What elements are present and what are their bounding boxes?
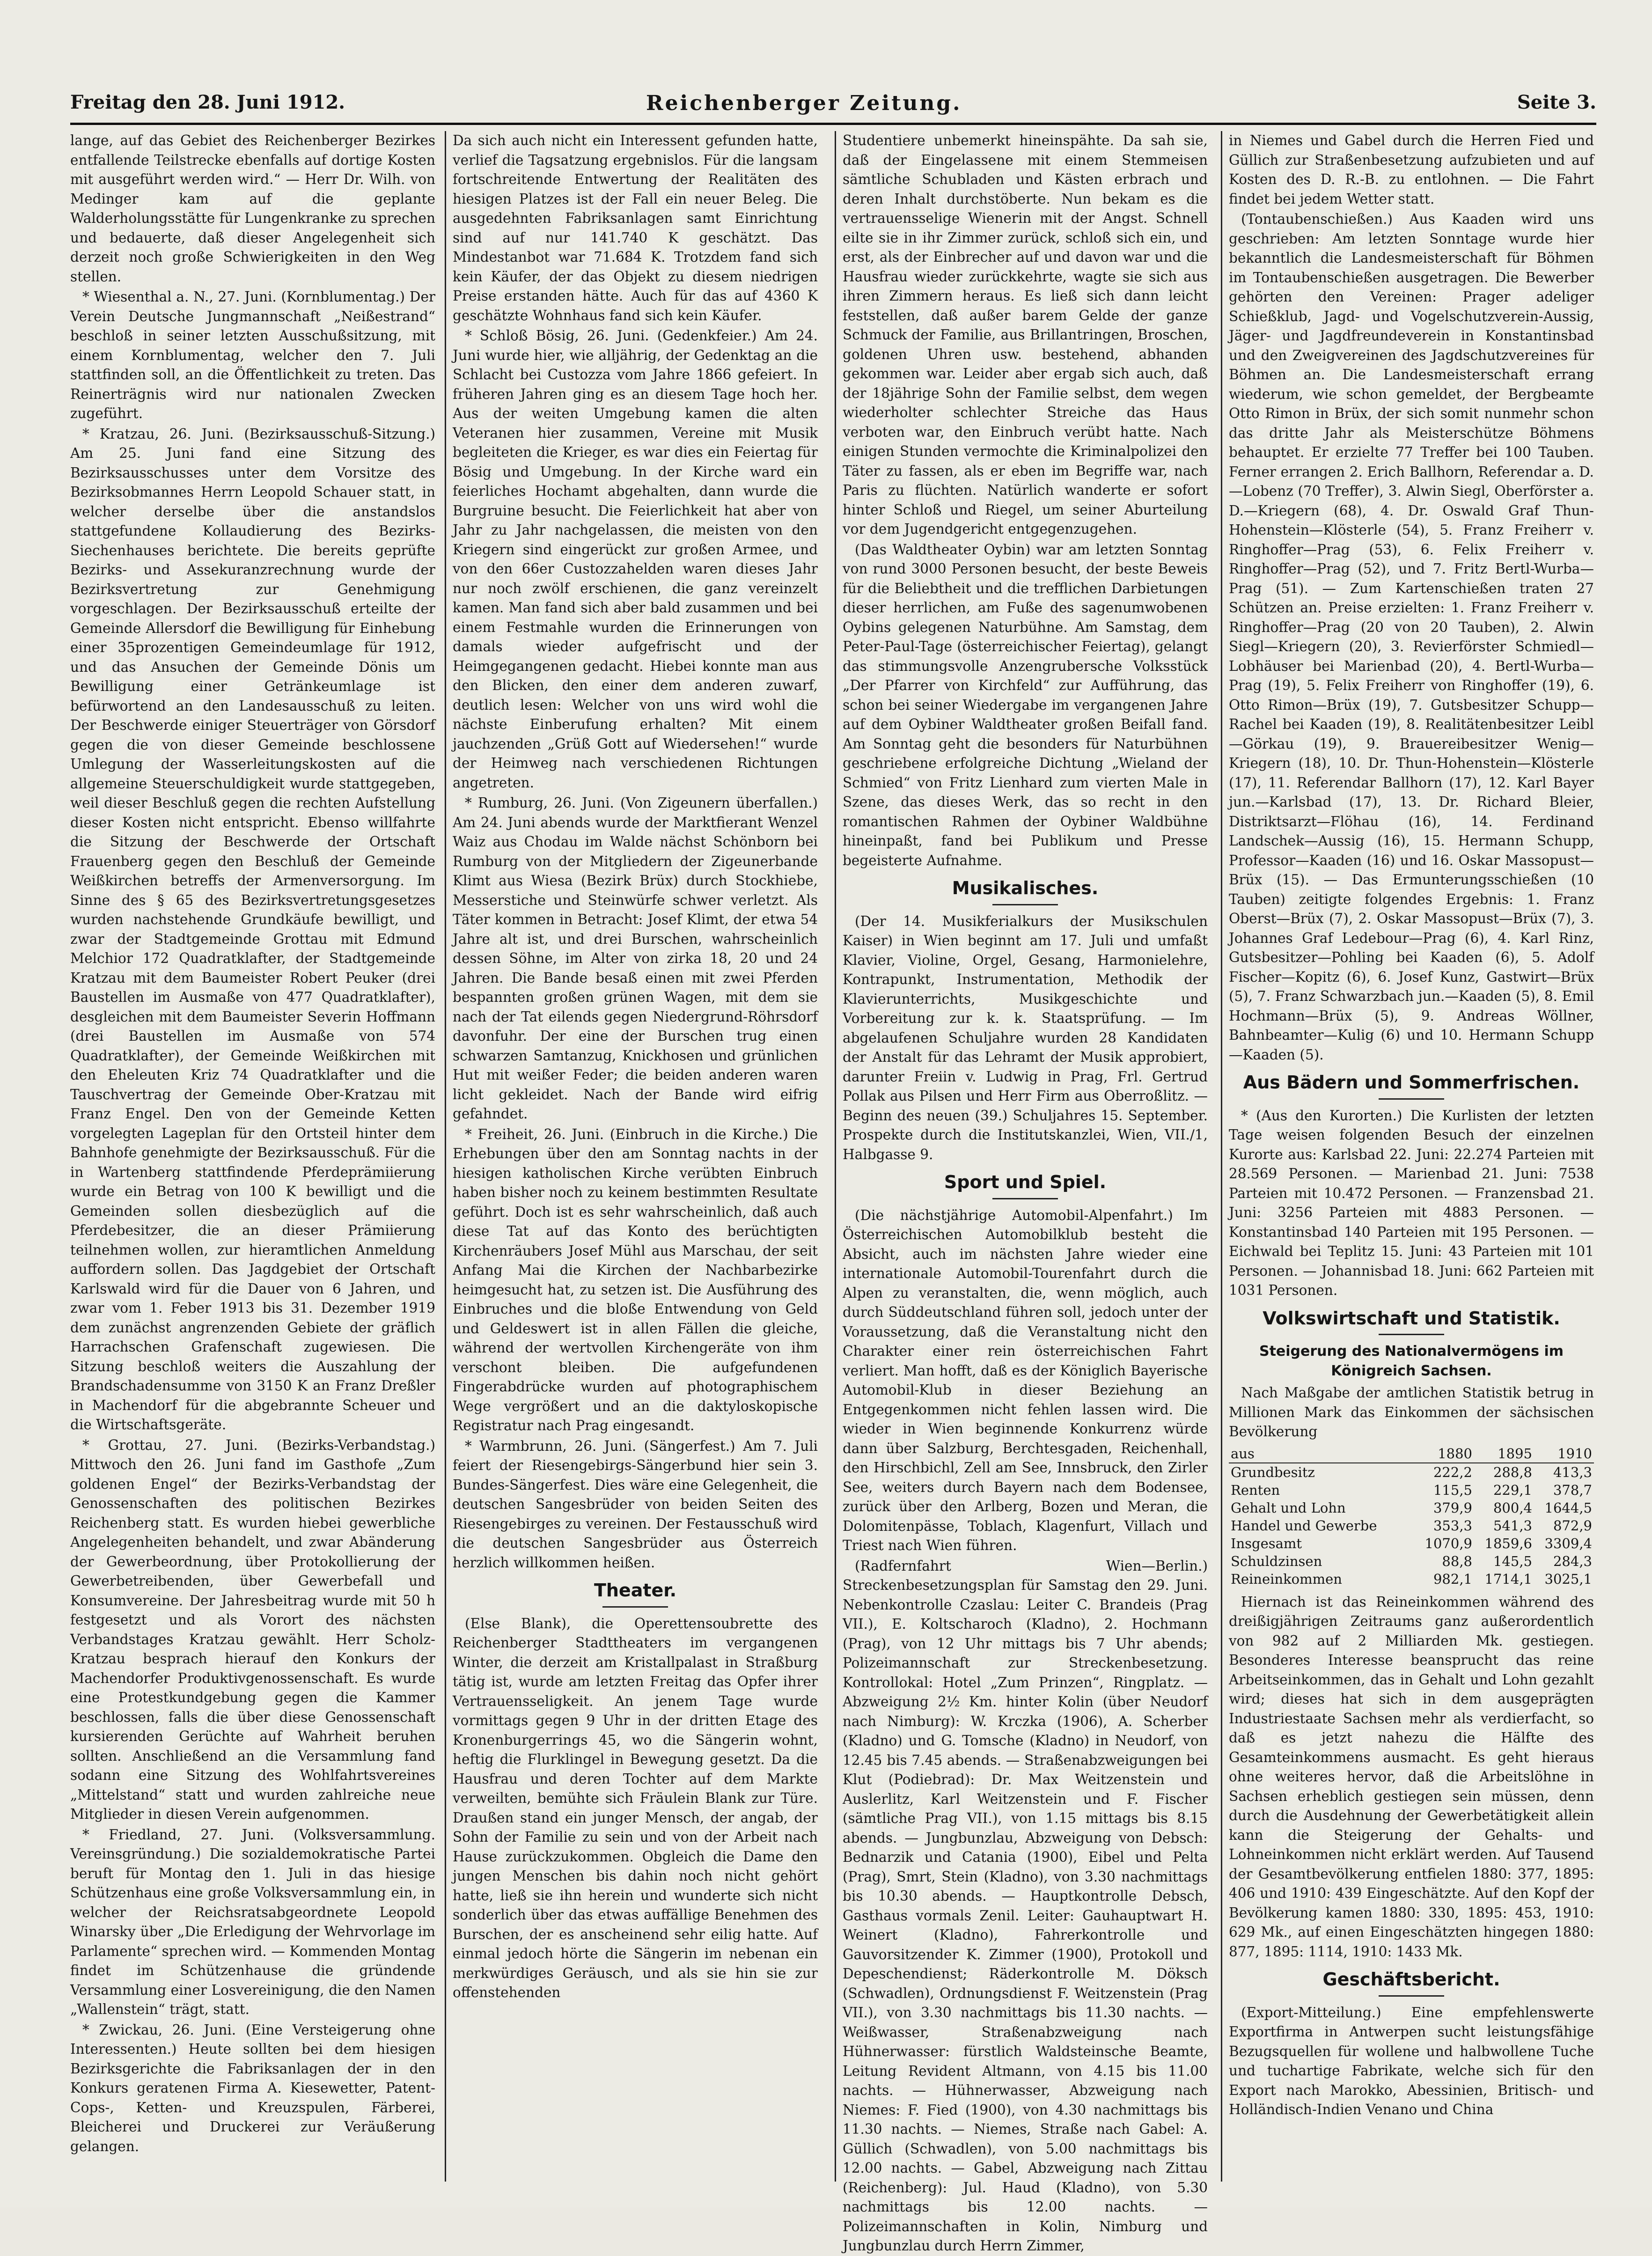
table-cell: Gehalt und Lohn — [1231, 1499, 1346, 1516]
table-cell: 800,4 — [1493, 1499, 1532, 1516]
article-paragraph: * Kratzau, 26. Juni. (Bezirksausschuß-Sitzung.) Am 25. Juni fand eine Sitzung des Bezirksausschusses unter dem Vorsitze des Bezirksobmannes Herrn Leopold Schauer statt, in welcher derselbe über die anstandslos stattgefundene Kollaudierung des Bezirks-Siechenhauses berichtete. Die bereits geprüfte Bezirks- und Assekuranzrechnung wurde der Bezirksvertretung zur Genehmigung vorgeschlagen. Der Bezirksausschuß erteilte der Gemeinde Allersdorf die Bewilligung für Einhebung einer 35prozentigen Gemeindeumlage für 1912, und das Ansuchen der Gemeinde Dönis um Bewilligung einer Getränkeumlage ist befürwortend an den Landesausschuß zu leiten. Der Beschwerde einiger Steuerträger von Görsdorf gegen die von dieser Gemeinde beschlossene Umlegung der Wasserleitungskosten auf die allgemeine Steuerschuldigkeit wurde stattgegeben, weil dieser Beschluß gegen die rechten Aufstellung dieser Kosten nicht entspricht. Ebenso willfahrte die Sitzung der Beschwerde der Ortschaft Frauenberg gegen den Beschluß der Gemeinde Weißkirchen betreffs der Armenversorgung. Im Sinne des § 65 des Bezirksvertretungsgesetzes wurden nachstehende Grundkäufe bewilligt, und zwar der Stadtgemeinde Grottau mit Edmund Melchior 172 Quadratklafter, der Stadtgemeinde Kratzau mit dem Baumeister Robert Peuker (drei Baustellen im Ausmaße von 477 Quadratklafter), desgleichen mit dem Baumeister Severin Hoffmann (drei Baustellen im Ausmaße von 574 Quadratklafter), der Gemeinde Weißkirchen mit den Eheleuten Kriz 74 Quadratklafter und die Tauschvertrag der Gemeinde Ober-Kratzau mit Franz Engel. Den von der Gemeinde Ketten vorgelegten Lageplan für den Ortsteil hinter dem Bahnhofe genehmigte der Bezirksausschuß. Für die in Wartenberg stattfindende Pferdeprämiierung wurde ein Betrag von 100 K bewilligt und die Gemeinden sollen diesbezüglich auf die Pferdebesitzer, die an dieser Prämiierung teilnehmen wollen, zur hieramtlichen Anmeldung auffordern sollen. Das Jagdgebiet der Ortschaft Karlswald wird für die Dauer von 6 Jahren, und zwar vom 1. Feber 1913 bis 31. Dezember 1919 dem zunächst angrenzenden Gebiete der gräflich Harrachschen Grafenschaft zugewiesen. Die Sitzung beschloß weiters die Auszahlung der Brandschadensumme von 3150 K an Franz Dreßler in Machendorf für die abgebrannte Scheuer und die Wirtschaftsgeräte. — [70, 426, 435, 1433]
table-cell: 541,3 — [1493, 1517, 1532, 1534]
table-row — [1229, 1535, 1594, 1552]
table-header-cell: 1910 — [1534, 1445, 1594, 1463]
table-cell: Handel und Gewerbe — [1231, 1517, 1377, 1534]
header-page-number: Seite 3. — [1517, 91, 1596, 113]
article-paragraph: (Der 14. Musikferialkurs der Musikschulen Kaiser) in Wien beginnt am 17. Juli und umfaßt Klavier, Violine, Orgel, Gesang, Harmonielehre, Kontrapunkt, Instrumentation, Methodik der Klavierunterrichts, Musikgeschichte und Vorbereitung zur k. k. Staatsprüfung. — Im abgelaufenen Schuljahre wurden 28 Kandidaten der Anstalt für das Lehramt der Musik approbiert, darunter Freiin v. Ludwig in Prag, Frl. Gertrud Pollak aus Pilsen und Herr Firm aus Oberroßlitz. — Beginn des neuen (39.) Schuljahres 15. September. Prospekte durch die Institutskanzlei, Wien, VII./1, Halbgasse 9. — [843, 913, 1208, 1162]
table-cell: Insgesamt — [1231, 1535, 1302, 1551]
article-paragraph: * Warmbrunn, 26. Juni. (Sängerfest.) Am 7. Juli feiert der Riesengebirgs-Sängerbund hier sein 3. Bundes-Sängerfest. Dies wäre eine Gelegenheit, die deutschen Sangesbrüder von beiden Seiten des Riesengebirges zu vereinen. Der Festausschuß wird die deutschen Sangesbrüder aus Österreich herzlich willkommen heißen. — [453, 1438, 818, 1571]
section-heading-theater: Theater. — [594, 1580, 677, 1601]
table-cell: Grundbesitz — [1231, 1464, 1315, 1480]
article-paragraph: (Das Waldtheater Oybin) war am letzten Sonntag von rund 3000 Personen besucht, der beste Beweis für die Beliebtheit und die trefflichen Darbietungen dieser herrlichen, am Fuße des sagenumwobenen Oybins gelegenen Naturbühne. Am Samstag, dem Peter-Paul-Tage (österreichischer Feiertag), gelangt das stimmungsvolle Anzengrubersche Volksstück „Der Pfarrer von Kirchfeld“ zur Aufführung, das schon bei seiner Wiedergabe im vergangenen Jahre auf dem Oybiner Waldtheater großen Beifall fand. Am Sonntag geht die besonders für Naturbühnen geschriebene erfolgreiche Dichtung „Wieland der Schmied“ von Fritz Lienhard zum vierten Male in Szene, das dieses Werk, das so recht in den romantischen Rahmen der Oybiner Waldbühne hineinpaßt, fand bei Publikum und Presse begeisterte Aufnahme. — [843, 541, 1208, 868]
table-cell: 288,8 — [1493, 1464, 1532, 1480]
section-rule — [602, 1606, 668, 1608]
table-cell: Renten — [1231, 1482, 1280, 1498]
table-cell: 3309,4 — [1544, 1535, 1592, 1551]
header-rule — [70, 123, 1596, 125]
table-row — [1229, 1463, 1594, 1481]
table-row — [1229, 1552, 1594, 1570]
table-header-cell: 1880 — [1414, 1445, 1474, 1463]
article-paragraph: * (Aus den Kurorten.) Die Kurlisten der letzten Tage weisen folgenden Besuch der einzelnen Kurorte aus: Karlsbad 22. Juni: 22.274 Parteien mit 28.569 Personen. — Marienbad 21. Juni: 7538 Parteien mit 10.472 Personen. — Franzensbad 21. Juni: 3256 Parteien mit 4883 Personen. — Konstantinsbad 140 Parteien mit 195 Personen. — Eichwald bei Teplitz 15. Juni: 43 Parteien mit 101 Personen. — Johannisbad 18. Juni: 662 Parteien mit 1031 Personen. — [1229, 1107, 1594, 1298]
article-paragraph: (Die nächstjährige Automobil-Alpenfahrt.) Im Österreichischen Automobilklub besteht die Absicht, auch im nächsten Jahre wieder eine internationale Automobil-Tourenfahrt durch die Alpen zu veranstalten, die, wenn möglich, auch durch Süddeutschland führen soll, jedoch unter der Voraussetzung, daß die Veranstaltung nicht den Charakter einer rein österreichischen Fahrt verliert. Man hofft, daß es der Königlich Bayerische Automobil-Klub in dieser Beziehung an Entgegenkommen nicht fehlen lassen wird. Die wieder in Wien beginnende Konkurrenz würde dann über Salzburg, Berchtesgaden, Reichenhall, den Hirschbichl, Zell am See, Innsbruck, den Zirler See, weiters durch Bayern nach dem Bodensee, zurück über den Arlberg, Bozen und Meran, die Dolomitenpässe, Toblach, Klagenfurt, Villach und Triest nach Wien führen. — [843, 1207, 1208, 1553]
article-paragraph: * Wiesenthal a. N., 27. Juni. (Kornblumentag.) Der Verein Deutsche Jungmannschaft „Neißestrand“ beschloß in seiner letzten Ausschußsitzung, mit einem Kornblumentag, welcher den 7. Juli stattfinden soll, an die Öffentlichkeit zu treten. Das Reinerträgnis wird nur nationalen Zwecken zugeführt. — [70, 289, 435, 421]
article-paragraph: (Else Blank), die Operettensoubrette des Reichenberger Stadttheaters im vergangenen Winter, die derzeit am Kristallpalast in Straßburg tätig ist, wurde am letzten Freitag das Opfer ihrer Vertrauensseligkeit. An jenem Tage wurde vormittags gegen 9 Uhr in der dritten Etage des Kronenburgerrings 45, wo die Sängerin wohnt, heftig die Flurklingel in Bewegung gesetzt. Da die Hausfrau und deren Tochter auf dem Markte verweilten, bemühte sich Fräulein Blank zur Türe. Draußen stand ein junger Mensch, der angab, der Sohn der Familie zu sein und von der Arbeit nach Hause zurückzukommen. Obgleich die Dame den jungen Menschen bis dahin noch nicht gehört hatte, ließ sie ihn herein und wunderte sich nicht sonderlich über das etwas auffällige Benehmen des Burschen, der es anscheinend sehr eilig hatte. Auf einmal jedoch hörte die Sängerin im nebenan ein merkwürdiges Geräusch, und als sie hin sie zur offenstehenden — [453, 1615, 818, 2000]
table-cell: 1714,1 — [1484, 1571, 1532, 1587]
section-rule — [1379, 1334, 1444, 1335]
table-row — [1229, 1499, 1594, 1517]
article-paragraph: (Export-Mitteilung.) Eine empfehlenswerte Exportfirma in Antwerpen sucht leistungsfähige Bezugsquellen für wollene und halbwollene Tuche und tuchartige Fabrikate, welche sich für den Export nach Marokko, Abessinien, Britisch- und Holländisch-Indien Venano und China — [1229, 2004, 1594, 2117]
section-rule — [1379, 1995, 1444, 1997]
table-cell: 1070,9 — [1424, 1535, 1472, 1551]
table-cell: 378,7 — [1553, 1482, 1592, 1498]
section-rule — [992, 904, 1058, 905]
article-paragraph: * Friedland, 27. Juni. (Volksversammlung. Vereinsgründung.) Die sozialdemokratische Partei beruft für Montag den 1. Juli in das hiesige Schützenhaus eine große Volksversammlung ein, in welcher der Reichsratsabgeordnete Leopold Winarsky über „Die Erledigung der Wehrvorlage im Parlamente“ sprechen wird. — Kommenden Montag findet im Schützenhause die gründende Versammlung einer Losvereinigung, die den Namen „Wallenstein“ trägt, statt. — [70, 1826, 435, 2017]
table-cell: 229,1 — [1493, 1482, 1532, 1498]
table-cell: 353,3 — [1433, 1517, 1472, 1534]
table-row — [1229, 1481, 1594, 1499]
article-paragraph: * Schloß Bösig, 26. Juni. (Gedenkfeier.) Am 24. Juni wurde hier, wie alljährig, der Gedenktag an die Schlacht bei Custozza vom Jahre 1866 gefeiert. In früheren Jahren ging es an diesem Tage hoch her. Aus der weiten Umgebung kamen die alten Veteranen hier zusammen, Vereine mit Musik begleiteten die Krieger, es war dies ein Feiertag für Bösig und Umgebung. In der Kirche ward ein feierliches Hochamt abgehalten, dann wurde die Burgruine besucht. Die Feierlichkeit hat aber von Jahr zu Jahr nachgelassen, die meisten von den Kriegern sind eingerückt zur großen Armee, und von den 66er Custozzahelden waren dieses Jahr nur noch zwölf erschienen, die ganz vereinzelt kamen. Man fand sich aber bald zusammen und bei einem Festmahle wurden die Erinnerungen von damals wieder aufgefrischt und der Heimgegangenen gedacht. Hiebei konnte man aus den Blicken, den einer dem anderen zuwarf, deutlich lesen: Welcher von uns wird wohl die nächste Einberufung erhalten? Mit einem jauchzenden „Grüß Gott auf Wiedersehen!“ wurde der Heimweg nach verschiedenen Richtungen angetreten. — [453, 328, 818, 791]
table-row — [1229, 1570, 1594, 1588]
section-heading-music: Musikalisches. — [952, 878, 1099, 898]
page-header — [70, 91, 1596, 124]
column-4 — [1229, 131, 1594, 2182]
column-2 — [453, 131, 818, 2182]
table-cell: 379,9 — [1433, 1499, 1472, 1516]
table-cell: 222,2 — [1433, 1464, 1472, 1480]
table-cell: 1644,5 — [1544, 1499, 1592, 1516]
article-paragraph: lange, auf das Gebiet des Reichenberger Bezirkes entfallende Teilstrecke ebenfalls auf dortige Kosten mit ausgeführt werden wird.“ — Herr Dr. Wilh. von Medinger kam auf die geplante Walderholungsstätte für Lungenkranke zu sprechen und bedauerte, daß dieser Angelegenheit sich derzeit noch große Schwierigkeiten in den Weg stellen. — [70, 132, 435, 285]
statistics-table — [1229, 1445, 1594, 1588]
article-paragraph: * Freiheit, 26. Juni. (Einbruch in die Kirche.) Die Erhebungen über den am Sonntag nachts in der hiesigen katholischen Kirche verübten Einbruch haben bisher noch zu keinem bestimmten Resultate geführt. Doch ist es sehr wahrscheinlich, daß auch diese Tat auf das Konto des berüchtigten Kirchenräubers Josef Mühl aus Marschau, der seit Anfang Mai die Kirchen der Nachbarbezirke heimgesucht hat, zu setzen ist. Die Ausführung des Einbruches und die bloße Entwendung von Geld und Geldeswert ist in allen Fällen die gleiche, während der wertvollen Kirchengeräte von ihm verschont bleiben. Die aufgefundenen Fingerabdrücke wurden auf photographischem Wege vergrößert und an die daktyloskopische Registratur nach Prag eingesandt. — [453, 1126, 818, 1433]
article-paragraph: Hiernach ist das Reineinkommen während des dreißigjährigen Zeitraums ganz außerordentlich von 982 auf 2 Milliarden Mk. gestiegen. Besonderes Interesse beansprucht das reine Arbeitseinkommen, das in Gehalt und Lohn gezahlt wird; dieses hat sich in dem ausgeprägten Industriestaate Sachsen mehr als verdierfacht, so daß es jetzt nahezu die Hälfte des Gesamteinkommens ausmacht. Es geht hieraus ohne weiteres hervor, daß die Arbeitslöhne in Sachsen erheblich gestiegen sein müssen, denn durch die Ausdehnung der Gewerbetätigkeit allein kann die Steigerung der Gehalts- und Lohneinkommen nicht erklärt werden. Auf Tausend der Gesamtbevölkerung entfielen 1880: 377, 1895: 406 und 1910: 439 Eingeschätzte. Auf den Kopf der Bevölkerung kamen 1880: 330, 1895: 453, 1910: 629 Mk., auf einen Eingeschätzten hingegen 1880: 877, 1895: 1114, 1910: 1433 Mk. — [1229, 1594, 1594, 1960]
table-cell: 413,3 — [1553, 1464, 1592, 1480]
section-heading-geschaeftsbericht: Geschäftsbericht. — [1322, 1969, 1500, 1990]
header-date: Freitag den 28. Juni 1912. — [70, 91, 345, 113]
column-rule — [1221, 131, 1222, 2182]
article-paragraph: Nach Maßgabe der amtlichen Statistik betrug in Millionen Mark das Einkommen der sächsischen Bevölkerung — [1229, 1385, 1594, 1440]
table-header-row — [1229, 1445, 1594, 1463]
article-paragraph: Studentiere unbemerkt hineinspähte. Da sah sie, daß der Eingelassene mit einem Stemmeisen sämtliche Schubladen und Kästen erbrach und deren Inhalt durchstöberte. Nun bekam es die vertrauensselige Wienerin mit der Angst. Schnell eilte sie in ihr Zimmer zurück, schloß sich ein, und erst, als der Einbrecher auf und davon war und die Hausfrau wieder zurückkehrte, wagte sie sich aus ihren Zimmern heraus. Es ließ sich dann leicht feststellen, daß außer barem Gelde der ganze Schmuck der Familie, aus Brillantringen, Broschen, goldenen Uhren usw. bestehend, abhanden gekommen war. Leider aber ergab sich auch, daß der 18jährige Sohn der Familie selbst, dem wegen wiederholter schlechter Streiche das Haus verboten war, den Einbruch verübt hatte. Nach einigen Stunden vermochte die Kriminalpolizei den Täter zu fassen, als er eben im Begriffe war, nach Paris zu flüchten. Natürlich wanderte er sofort hinter Schloß und Riegel, um seiner Aburteilung vor dem Jugendgericht entgegenzugehen. — [843, 132, 1208, 537]
article-paragraph: * Grottau, 27. Juni. (Bezirks-Verbandstag.) Mittwoch den 26. Juni fand im Gasthofe „Zum goldenen Engel“ der Bezirks-Verbandstag der Genossenschaften des politischen Bezirkes Reichenberg statt. Es wurden hiebei gewerbliche Angelegenheiten behandelt, und zwar Abänderung der Gewerbeordnung, über Protokollierung der Gewerbetreibenden, über Gewerbefall und Konsumvereine. Der Jahresbeitrag wurde mit 50 h festgesetzt und als Vorort des nächsten Verbandstages Kratzau gewählt. Herr Scholz-Kratzau besprach hierauf den Konkurs der Machendorfer Produktivgenossenschaft. Es wurde eine Protestkundgebung gegen die Kammer beschlossen, falls die über diese Genossenschaft kursierenden Gerüchte auf Wahrheit beruhen sollten. Anschließend an die Versammlung fand sodann eine Sitzung des Wohlfahrtsvereines „Mittelstand“ statt und wurden zahlreiche neue Mitglieder in diesen Verein aufgenommen. — [70, 1437, 435, 1822]
table-header-cell: 1895 — [1474, 1445, 1534, 1463]
table-cell: 284,3 — [1553, 1553, 1592, 1569]
article-subheading: Steigerung des Nationalvermögens im Königreich Sachsen. — [1259, 1343, 1564, 1379]
article-paragraph: (Tontaubenschießen.) Aus Kaaden wird uns geschrieben: Am letzten Sonntage wurde hier bekanntlich die Landesmeisterschaft für Böhmen im Tontaubenschießen ausgetragen. Die Bewerber gehörten den Vereinen: Prager adeliger Schießklub, Jagd- und Vogelschutzverein-Aussig, Jäger- und Jagdfreundeverein in Konstantinsbad und den Zweigvereinen des Jagdschutzvereines für Böhmen an. Die Landesmeisterschaft errang wiederum, wie schon gemeldet, der Bergbeamte Otto Rimon in Brüx, der sich somit nunmehr schon das dritte Jahr als Meisterschütze Böhmens behauptet. Er erzielte 77 Treffer bei 100 Tauben. Ferner errangen 2. Erich Ballhorn, Referendar a. D.—Lobenz (70 Treffer), 3. Alwin Siegl, Oberförster a. D.—Kriegern (68), 4. Dr. Oswald Graf Thun-Hohenstein—Klösterle (54), 5. Franz Freiherr v. Ringhoffer—Prag (53), 6. Felix Freiherr v. Ringhoffer—Prag (52), und 7. Fritz Bertl-Wurba—Prag (51). — Zum Kartenschießen traten 27 Schützen an. Preise erzielten: 1. Franz Freiherr v. Ringhoffer—Prag (20 von 20 Tauben), 2. Alwin Siegl—Kriegern (20), 3. Revierförster Schmiedl—Lobhäuser bei Marienbad (20), 4. Bertl-Wurba—Prag (19), 5. Felix Freiherr von Ringhoffer (19), 6. Otto Rimon—Brüx (19), 7. Gutsbesitzer Schupp—Rachel bei Kaaden (19), 8. Realitätenbesitzer Leibl—Görkau (19), 9. Brauereibesitzer Wenig—Kriegern (18), 10. Dr. Thun-Hohenstein—Klösterle (17), 11. Referendar Ballhorn (17), 12. Karl Bayer jun.—Karlsbad (17), 13. Dr. Richard Bleier, Distriktsarzt—Flöhau (16), 14. Ferdinand Landschek—Aussig (16), 15. Hermann Schupp, Professor—Kaaden (16) und 16. Oskar Massopust—Brüx (15). — Das Ermunterungsschießen (10 Tauben) zeitigte folgendes Ergebnis: 1. Franz Oberst—Brüx (7), 2. Oskar Massopust—Brüx (7), 3. Johannes Graf Ledebour—Prag (6), 4. Karl Rinz, Gutsbesitzer—Pohling bei Kaaden (6), 5. Adolf Fischer—Kopitz (6), 6. Josef Kunz, Gastwirt—Brüx (5), 7. Franz Schwarzbach jun.—Kaaden (5), 8. Emil Hochmann—Brüx (5), 9. Andreas Wöllner, Bahnbeamter—Kulig (6) und 10. Hermann Schupp—Kaaden (5). — [1229, 211, 1594, 1063]
table-header-cell: aus — [1229, 1445, 1414, 1463]
section-rule — [992, 1198, 1058, 1199]
column-rule — [445, 131, 446, 2182]
section-heading-baeder: Aus Bädern und Sommerfrischen. — [1243, 1072, 1580, 1093]
column-rule — [835, 131, 836, 2182]
table-cell: 88,8 — [1442, 1553, 1472, 1569]
column-3 — [843, 131, 1208, 2254]
article-paragraph: * Zwickau, 26. Juni. (Eine Versteigerung ohne Interessenten.) Heute sollten bei dem hiesigen Bezirksgerichte die Fabriksanlagen der in den Konkurs geratenen Firma A. Kiesewetter, Patent-Cops-, Ketten- und Kreuzspulen, Färberei, Bleicherei und Druckerei zur Veräußerung gelangen. — [70, 2021, 435, 2154]
column-1 — [70, 131, 435, 2182]
table-cell: 982,1 — [1433, 1571, 1472, 1587]
table-cell: Reineinkommen — [1231, 1571, 1342, 1587]
table-row — [1229, 1517, 1594, 1535]
section-rule — [1379, 1098, 1444, 1100]
article-paragraph: Da sich auch nicht ein Interessent gefunden hatte, verlief die Tagsatzung ergebnislos. Für die langsam fortschreitende Entwertung der Realitäten des hiesigen Platzes ist der Fall ein neuer Beleg. Die ausgedehnten Fabriksanlagen samt Einrichtung sind auf nur 141.740 K geschätzt. Das Mindestanbot war 71.684 K. Trotzdem fand sich kein Käufer, der das Objekt zu diesem niedrigen Preise erstanden hätte. Auch für das auf 4360 K geschätzte Wohnhaus fand sich kein Käufer. — [453, 132, 818, 323]
section-heading-sport: Sport und Spiel. — [944, 1172, 1107, 1192]
table-cell: 872,9 — [1553, 1517, 1592, 1534]
table-cell: 145,5 — [1493, 1553, 1532, 1569]
table-cell: Schuldzinsen — [1231, 1553, 1322, 1569]
table-cell: 1859,6 — [1484, 1535, 1532, 1551]
article-paragraph: (Radfernfahrt Wien—Berlin.) Streckenbesetzungsplan für Samstag den 29. Juni. Nebenkontrolle Czaslau: Leiter C. Brandeis (Prag VII.), E. Koltscharoch (Kladno), 2. Hochmann (Prag), von 12 Uhr mittags bis 7 Uhr abends; Polizeimannschaft zur Streckenbesetzung. Kontrollokal: Hotel „Zum Prinzen“, Ringplatz. — Abzweigung 2½ Km. hinter Kolin (über Neudorf nach Nimburg): W. Krczka (1906), A. Scherber (Kladno) und G. Tomsche (Kladno) in Neudorf, von 12.45 bis 7.45 abends. — Straßenabzweigungen bei Klut (Podiebrad): Dr. Max Weitzenstein und Auslerlitz, Karl Weitzenstein und F. Fischer (sämtliche Prag VII.), von 1.15 mittags bis 8.15 abends. — Jungbunzlau, Abzweigung von Debsch: Bednarzik und Catania (1900), Eibel und Pelta (Prag), Smrt, Stein (Kladno), von 3.30 nachmittags bis 10.30 abends. — Hauptkontrolle Debsch, Gasthaus vormals Zenil. Leiter: Gauhauptwart H. Weinert (Kladno), Fahrerkontrolle und Gauvorsitzender K. Zimmer (1900), Protokoll und Depeschendienst; Räderkontrolle M. Döksch (Schwadlen), Ordnungsdienst F. Weitzenstein (Prag VII.), von 3.30 nachmittags bis 11.30 nachts. — Weißwasser, Straßenabzweigung nach Hühnerwasser: fürstlich Waldsteinsche Beamte, Leitung Revident Altmann, von 4.15 bis 11.00 nachts. — Hühnerwasser, Abzweigung nach Niemes: F. Fied (1900), von 4.30 nachmittags bis 11.30 nachts. — Niemes, Straße nach Gabel: A. Güllich (Schwadlen), von 5.00 nachmittags bis 12.00 nachts. — Gabel, Abzweigung nach Zittau (Reichenberg): Jul. Haud (Kladno), von 5.30 nachmittags bis 12.00 nachts. — Polizeimannschaften in Kolin, Nimburg und Jungbunzlau durch Herrn Zimmer, — [843, 1558, 1208, 2254]
table-cell: 115,5 — [1433, 1482, 1472, 1498]
table-cell: 3025,1 — [1544, 1571, 1592, 1587]
header-masthead: Reichenberger Zeitung. — [646, 91, 962, 115]
section-heading-volkswirtschaft: Volkswirtschaft und Statistik. — [1263, 1308, 1560, 1329]
article-paragraph: in Niemes und Gabel durch die Herren Fied und Güllich zur Straßenbesetzung aufzubieten und auf Kosten des D. R.-B. zu entlohnen. — Die Fahrt findet bei jedem Wetter statt. — [1229, 132, 1594, 207]
article-paragraph: * Rumburg, 26. Juni. (Von Zigeunern überfallen.) Am 24. Juni abends wurde der Marktfierant Wenzel Waiz aus Chodau im Walde nächst Schönborn bei Rumburg von der Mitgliedern der Zigeunerbande Klimt aus Wiesa (Bezirk Brüx) durch Stockhiebe, Messerstiche und Steinwürfe schwer verletzt. Als Täter kommen in Betracht: Josef Klimt, der etwa 54 Jahre alt ist, und drei Burschen, wahrscheinlich dessen Söhne, im Alter von zirka 18, 20 und 24 Jahren. Die Bande besaß einen mit zwei Pferden bespannten großen grünen Wagen, mit dem sie nach der Tat eilends gegen Niedergrund-Röhrsdorf davonfuhr. Der eine der Burschen trug einen schwarzen Samtanzug, Knickhosen und grünlichen Hut mit weißer Feder; die beiden anderen waren licht gekleidet. Nach der Bande wird eifrig gefahndet. — [453, 795, 818, 1122]
